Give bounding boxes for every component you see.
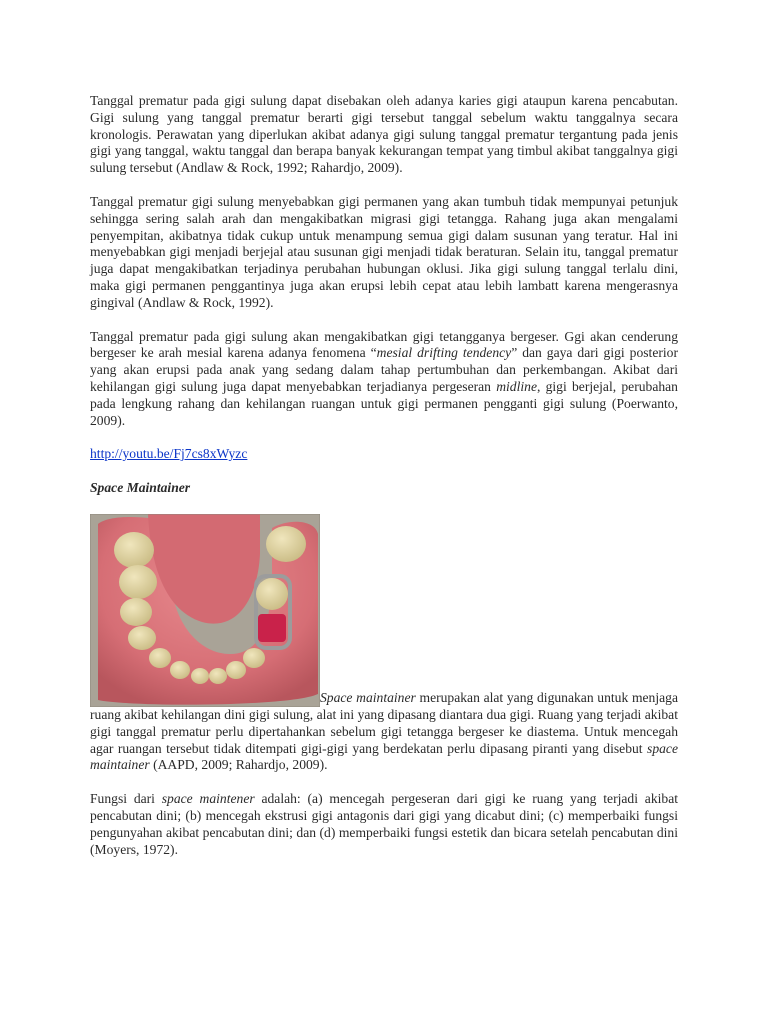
paragraph-1: Tanggal prematur pada gigi sulung dapat disebakan oleh adanya karies gigi ataupun karena pencabutan. Gigi sulung yang tanggal prematur berarti gigi tersebut tanggal sebelum waktu tanggalnya secara kronologis. Perawatan yang diperlukan akibat adanya gigi sulung tanggal prematur tergantung pada jenis gigi yang tanggal, waktu tanggal dan berapa banyak kekurangan tempat yang timbul akibat tanggalnya gigi sulung tersebut (Andlaw & Rock, 1992; Rahardjo, 2009).	[90, 93, 678, 176]
term-space-maintainer-2: space maintainer	[90, 740, 678, 773]
paragraph-4-text-b: (AAPD, 2009; Rahardjo, 2009).	[149, 757, 328, 773]
paragraph-5-text-b: adalah: (a) mencegah pergeseran dari gigi ke ruang yang terjadi akibat pencabutan dini; (b) mencegah ekstrusi gigi antagonis dari gigi yang dicabut dini; (c) memperbaiki fungsi pengunyahan akibat pencabutan dini; dan (d) memperbaiki fungsi estetik dan bicara setelah pencabutan dini (Moyers, 1972).	[90, 791, 678, 857]
dental-model-photo-icon	[90, 514, 320, 707]
document-body	[90, 93, 678, 875]
term-space-maintener: space maintener	[161, 791, 255, 807]
section-heading: Space Maintainer	[90, 480, 191, 496]
paragraph-3	[90, 329, 678, 430]
paragraph-3-text-c: , gigi berjejal, perubahan pada lengkung rahang dan kehilangan ruangan untuk gigi permanen pengganti gigi sulung (Poerwanto, 2009).	[90, 378, 678, 428]
paragraph-3-text-a: Tanggal prematur pada gigi sulung akan mengakibatkan gigi tetangganya bergeser. Ggi akan cenderung bergeser ke arah mesial karena adanya fenomena “	[90, 328, 678, 361]
paragraph-5-text-a: Fungsi dari	[90, 791, 162, 807]
paragraph-5	[90, 791, 678, 858]
paragraph-3-text-b: ” dan gaya dari gigi posterior yang akan erupsi pada anak yang sedang dalam tahap pertumbuhan dan perkembangan. Akibat dari kehilangan gigi sulung juga dapat menyebabkan terjadianya pergeseran	[90, 345, 678, 394]
term-midline: midline	[496, 378, 537, 394]
term-mesial-drifting: mesial drifting tendency	[376, 345, 512, 361]
paragraph-4	[90, 514, 678, 774]
paragraph-2: Tanggal prematur gigi sulung menyebabkan gigi permanen yang akan tumbuh tidak mempunyai petunjuk sehingga sering salah arah dan mengakibatkan migrasi gigi tetangga. Rahang juga akan mengalami penyempitan, akibatnya tidak cukup untuk menampung semua gigi dalam susunan yang teratur. Hal ini menyebabkan gigi menjadi berjejal atau susunan gigi menjadi tidak beraturan. Selain itu, tanggal prematur juga dapat mengakibatkan terjadinya perubahan hubungan oklusi. Jika gigi sulung tanggal terlalu dini, maka gigi permanen penggantinya juga akan erupsi lebih cepat atau lebih lambatt karena mengerasnya gingival (Andlaw & Rock, 1992).	[90, 193, 678, 310]
term-space-maintainer: Space maintainer	[320, 690, 416, 706]
link-paragraph	[90, 446, 678, 463]
paragraph-4-text-a: merupakan alat yang digunakan untuk menjaga ruang akibat kehilangan dini gigi sulung, alat ini yang dipasang diantara dua gigi. Ruang yang terjadi akibat gigi tanggal prematur perlu dipertahankan sebelum gigi tetangga bergeser ke diastema. Untuk mencegah agar ruangan tersebut tidak ditempati gigi-gigi yang berdekatan perlu dipasang piranti yang disebut	[90, 690, 678, 756]
youtube-link[interactable]: http://youtu.be/Fj7cs8xWyzc	[90, 446, 248, 462]
